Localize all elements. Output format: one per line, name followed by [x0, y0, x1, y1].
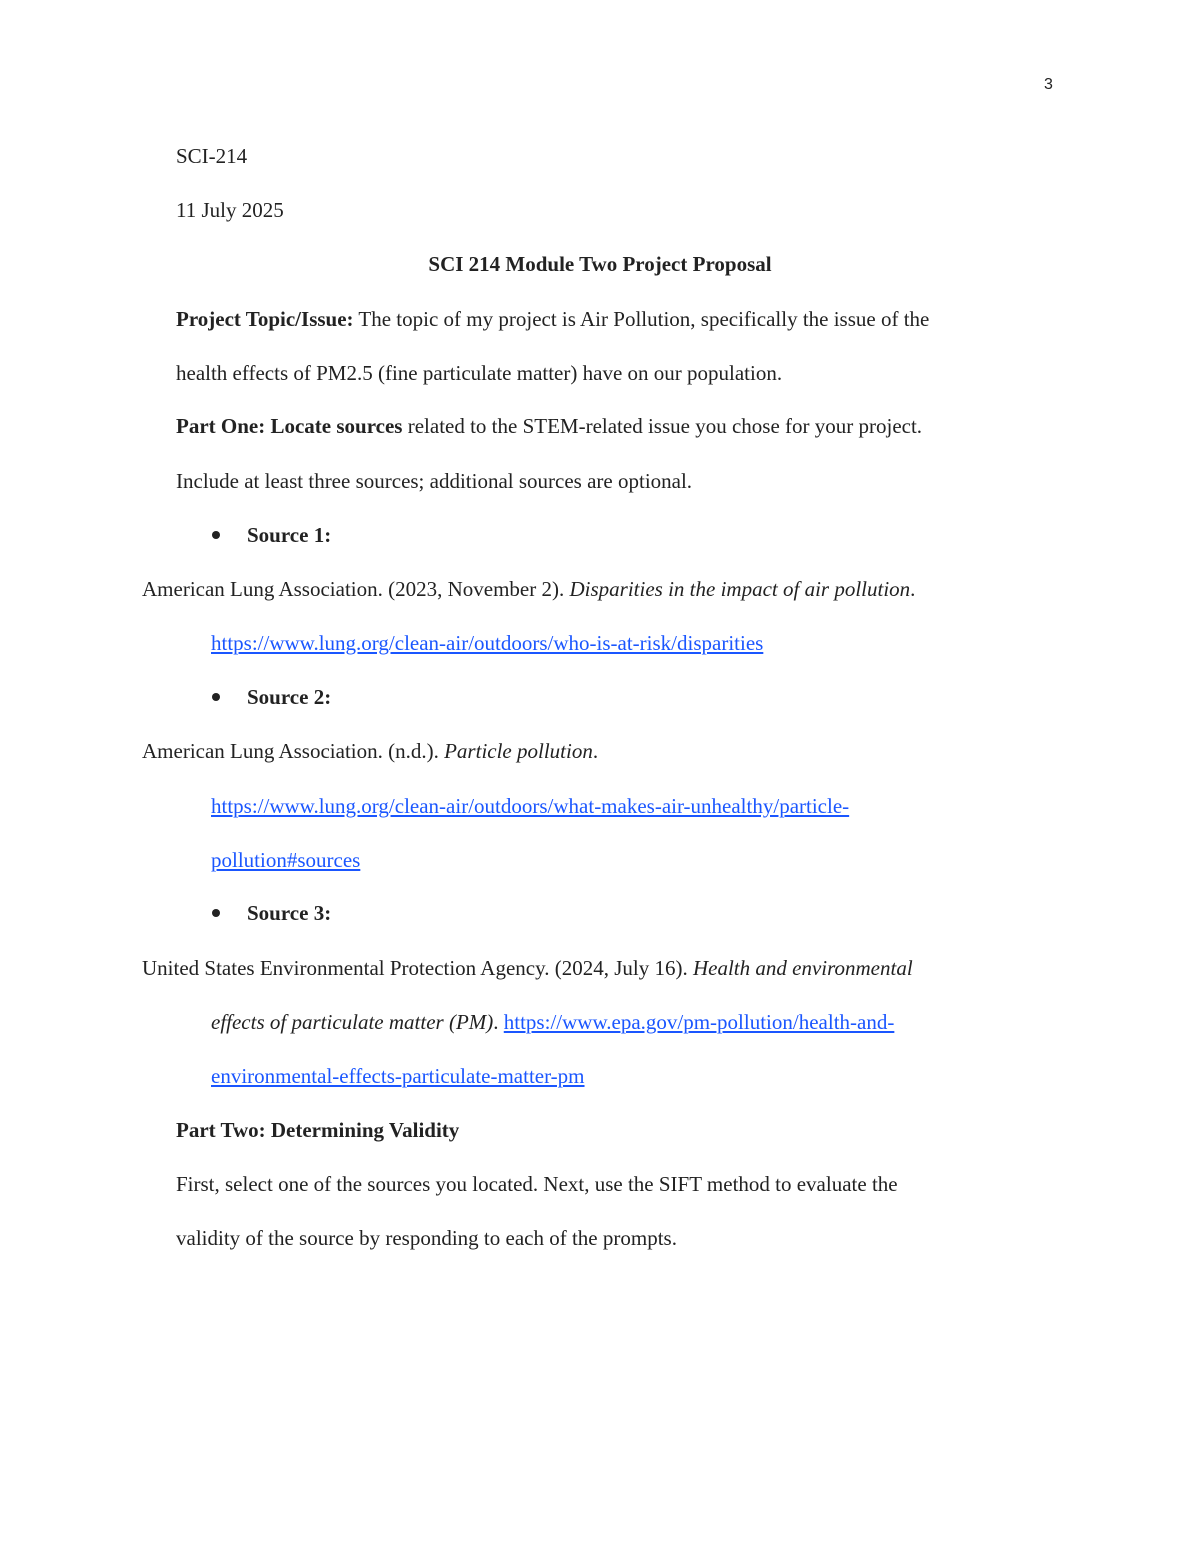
- part-two-heading: Part Two: Determining Validity: [176, 1118, 460, 1142]
- part-two-text-line-1: First, select one of the sources you located. Next, use the SIFT method to evaluate the: [176, 1172, 898, 1196]
- bullet-icon: [212, 693, 220, 701]
- part-one-line-2: Include at least three sources; additional sources are optional.: [176, 469, 693, 493]
- source-3-label: Source 3:: [247, 901, 332, 925]
- source-3-url-line-2: [211, 1063, 585, 1089]
- topic-paragraph-line-2: health effects of PM2.5 (fine particulate matter) have on our population.: [176, 361, 783, 385]
- document-date: 11 July 2025: [176, 198, 284, 222]
- bullet-icon: [212, 531, 220, 539]
- part-one-label: Part One: Locate sources: [176, 414, 403, 438]
- source-1-citation-title: Disparities in the impact of air pollution: [569, 577, 911, 601]
- source-1-link[interactable]: https://www.lung.org/clean-air/outdoors/who-is-at-risk/disparities: [211, 631, 764, 655]
- source-2-label: Source 2:: [247, 685, 332, 709]
- source-1-citation-author: American Lung Association. (2023, November 2).: [142, 577, 570, 601]
- source-2-citation-title: Particle pollution: [444, 739, 593, 763]
- source-1-citation-end: .: [910, 577, 916, 601]
- bullet-icon: [212, 909, 220, 917]
- topic-label: Project Topic/Issue:: [176, 307, 354, 331]
- source-2-citation: [142, 738, 598, 764]
- topic-paragraph-line-1: [176, 306, 929, 332]
- course-code: SCI-214: [176, 144, 248, 168]
- part-two-text-line-2: validity of the source by responding to each of the prompts.: [176, 1226, 677, 1250]
- source-1-url-line: [211, 630, 763, 656]
- part-one-line-1: [176, 413, 922, 439]
- source-3-citation-end: .: [493, 1010, 504, 1034]
- source-2-citation-end: .: [592, 739, 599, 763]
- source-3-citation-title-part-2: effects of particulate matter (PM): [211, 1010, 494, 1034]
- source-2-url-line-1: [211, 793, 849, 819]
- source-3-citation-line-2: [211, 1009, 894, 1035]
- source-3-link-part-2[interactable]: environmental-effects-particulate-matter-pm: [211, 1064, 585, 1088]
- source-3-citation-title-part-1: Health and environmental: [692, 956, 913, 980]
- source-2-url-line-2: [211, 847, 360, 873]
- source-3-link-part-1[interactable]: https://www.epa.gov/pm-pollution/health-and-: [503, 1010, 895, 1034]
- source-3-citation-line-1: [142, 955, 913, 981]
- source-2-link-part-2[interactable]: pollution#sources: [211, 848, 361, 872]
- page-number: 3: [1044, 76, 1053, 93]
- document-title: SCI 214 Module Two Project Proposal: [428, 252, 772, 276]
- source-1-label: Source 1:: [247, 523, 332, 547]
- source-3-citation-author: United States Environmental Protection Agency. (2024, July 16).: [142, 956, 693, 980]
- part-one-text: related to the STEM-related issue you chose for your project.: [402, 414, 923, 438]
- topic-text: The topic of my project is Air Pollution, specifically the issue of the: [353, 307, 930, 331]
- source-2-citation-author: American Lung Association. (n.d.).: [142, 739, 445, 763]
- source-1-citation: [142, 576, 915, 602]
- source-2-link-part-1[interactable]: https://www.lung.org/clean-air/outdoors/what-makes-air-unhealthy/particle-: [211, 794, 850, 818]
